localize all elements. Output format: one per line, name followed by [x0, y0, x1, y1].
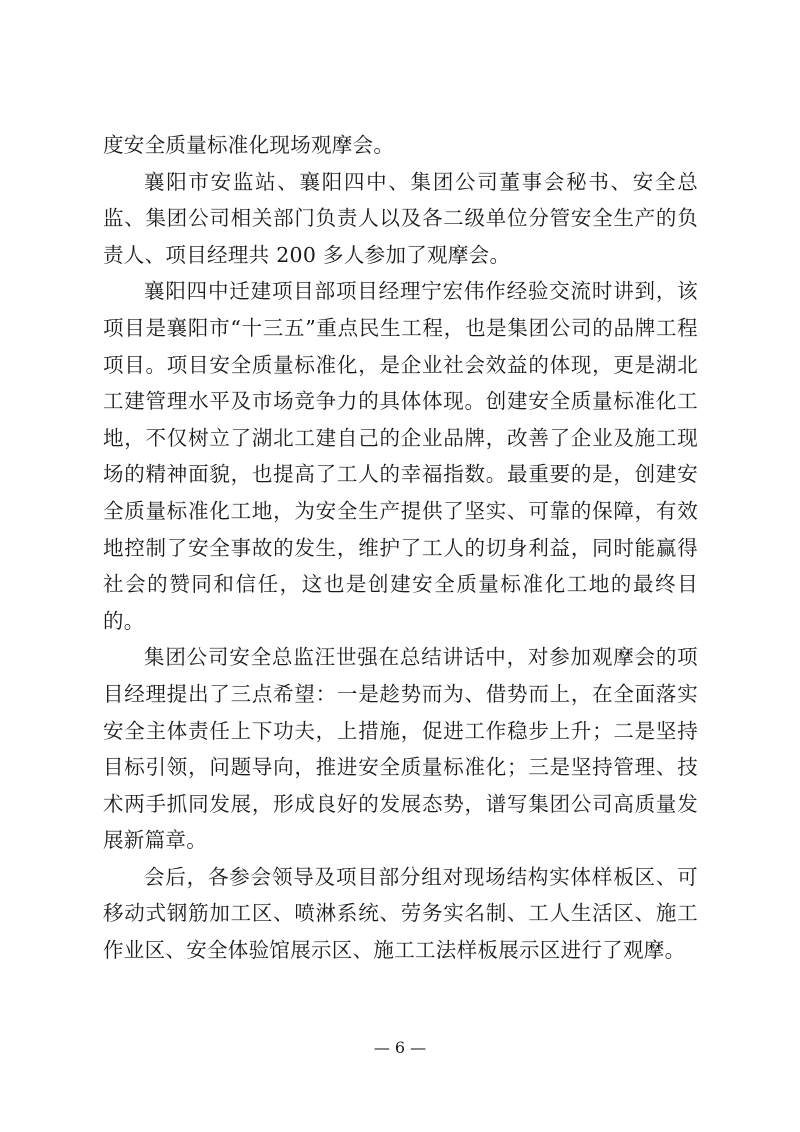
paragraph-attendees: 襄阳市安监站、襄阳四中、集团公司董事会秘书、安全总监、集团公司相关部门负责人以及各二级单位分管安全生产的负责人、项目经理共 200 多人参加了观摩会。 — [103, 169, 698, 267]
page-number: — 6 — — [373, 1038, 427, 1057]
body-text — [103, 127, 698, 969]
paragraph-experience-exchange: 襄阳四中迁建项目部项目经理宁宏伟作经验交流时讲到，该项目是襄阳市“十三五”重点民生工程，也是集团公司的品牌工程项目。项目安全质量标准化，是企业社会效益的体现，更是湖北工建管理水平及市场竞争力的具体体现。创建安全质量标准化工地，不仅树立了湖北工建自己的企业品牌，改善了企业及施工现场的精神面貌，也提高了工人的幸福指数。最重要的是，创建安全质量标准化工地，为安全生产提供了坚实、可靠的保障，有效地控制了安全事故的发生，维护了工人的切身利益，同时能赢得社会的赞同和信任，这也是创建安全质量标准化工地的最终目的。 — [103, 279, 698, 633]
paragraph-site-tour: 会后，各参会领导及项目部分组对现场结构实体样板区、可移动式钢筋加工区、喷淋系统、劳务实名制、工人生活区、施工作业区、安全体验馆展示区、施工工法样板展示区进行了观摩。 — [103, 864, 698, 963]
paragraph-summary-speech: 集团公司安全总监汪世强在总结讲话中，对参加观摩会的项目经理提出了三点希望：一是趁势而为、借势而上，在全面落实安全主体责任上下功夫，上措施，促进工作稳步上升；二是坚持目标引领，问题导向，推进安全质量标准化；三是坚持管理、技术两手抓同发展，形成良好的发展态势，谱写集团公司高质量发展新篇章。 — [103, 645, 698, 853]
paragraph-continuation: 度安全质量标准化现场观摩会。 — [103, 133, 395, 157]
